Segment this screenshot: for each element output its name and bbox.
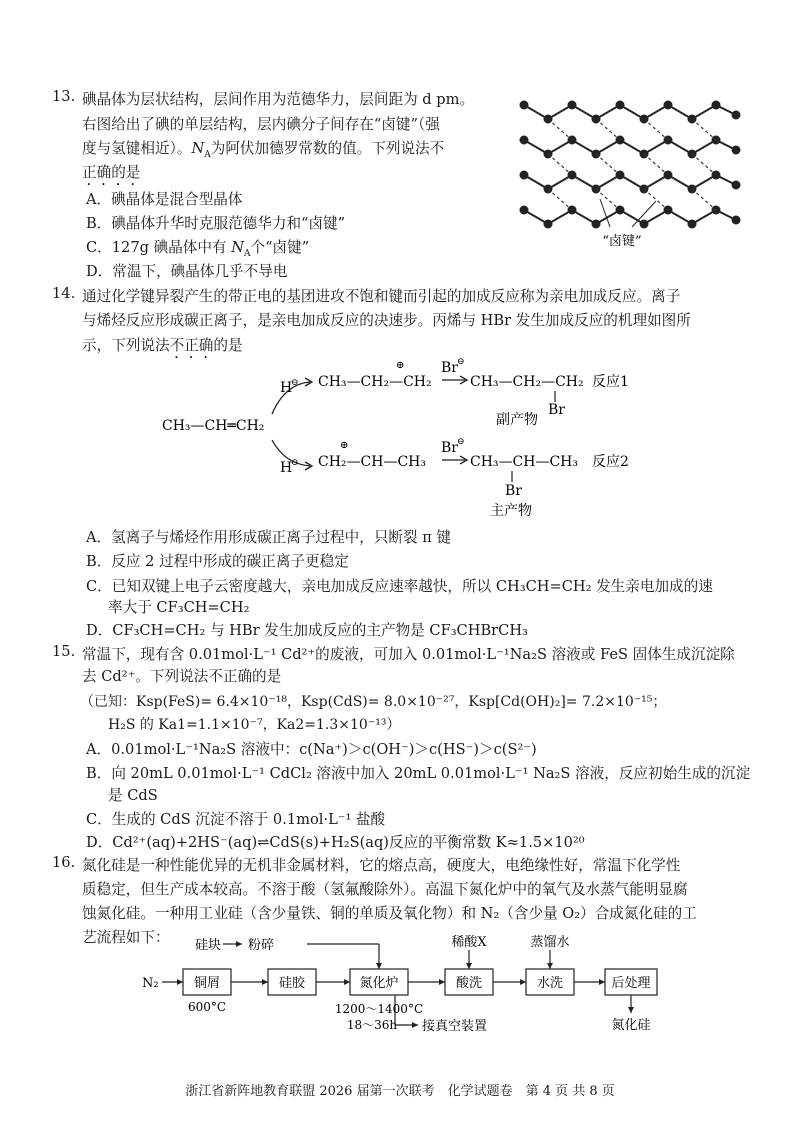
br-reagent-2-charge: ⊖ bbox=[457, 437, 465, 447]
flow-time: 18～36h bbox=[346, 1018, 398, 1032]
q15-known-line2: H₂S 的 Ka1=1.1×10⁻⁷，Ka2=1.3×10⁻¹³） bbox=[108, 717, 401, 733]
br-reagent-1-charge: ⊖ bbox=[457, 357, 465, 367]
br-reagent-1: Br bbox=[441, 360, 458, 376]
reaction-scheme bbox=[160, 352, 720, 522]
q15-option-b-line2: 是 CdS bbox=[108, 787, 158, 804]
reaction-2-label: 反应2 bbox=[592, 454, 629, 470]
q16-stem-line1: 氮化硅是一种性能优异的无机非金属材料，它的熔点高，硬度大，电绝缘性好，常温下化学性 bbox=[82, 857, 681, 874]
flow-dilute-acid: 稀酸X bbox=[451, 935, 487, 950]
flow-silica-gel: 硅胶 bbox=[278, 976, 306, 991]
h-plus-bottom: H bbox=[280, 460, 293, 476]
br-reagent-2: Br bbox=[441, 440, 458, 456]
halogen-bond-label: “卤键” bbox=[602, 234, 642, 249]
flow-acid-wash: 酸洗 bbox=[455, 976, 483, 991]
q14-stem-line3-a: 示，下列说法 bbox=[82, 337, 170, 354]
q15-option-c: C．生成的 CdS 沉淀不溶于 0.1mol·L⁻¹ 盐酸 bbox=[86, 811, 386, 828]
flow-crush: 粉碎 bbox=[248, 938, 275, 953]
q16-number: 16. bbox=[52, 854, 76, 871]
q16-stem-line2: 质稳定，但生产成本较高。不溶于酸（氢氟酸除外）。高温下氮化炉中的氧气及水蒸气能明显腐 bbox=[82, 881, 688, 898]
minor-product-label: 副产物 bbox=[496, 412, 538, 428]
flow-silicon-block: 硅块 bbox=[195, 938, 222, 953]
q13-stem-line3-a: 度与氢键相近）。 bbox=[82, 140, 192, 157]
iodine-row-1 bbox=[521, 102, 740, 123]
q13-option-c-na: N bbox=[231, 239, 244, 256]
iodine-layer-figure bbox=[510, 95, 750, 255]
reactant-propene: CH₃—CH═CH₂ bbox=[162, 418, 265, 434]
q13-stem-line2: 右图给出了碘的单层结构，层内碘分子间存在“卤键”（强 bbox=[82, 116, 440, 133]
q15-option-b-line1: B．向 20mL 0.01mol·L⁻¹ CdCl₂ 溶液中加入 20mL 0.01mol·L⁻¹ Na₂S 溶液，反应初始生成的沉淀 bbox=[86, 765, 751, 782]
process-flowchart bbox=[140, 935, 670, 1047]
q15-known-line1: （已知：Ksp(FeS)= 6.4×10⁻¹⁸，Ksp(CdS)= 8.0×10⁻²⁷，Ksp[Cd(OH)₂]= 7.2×10⁻¹⁵； bbox=[80, 694, 667, 710]
halogen-bond-dashes bbox=[548, 119, 716, 210]
flow-product: 氮化硅 bbox=[611, 1018, 651, 1033]
carbocation-2: CH₂—CH—CH₃ bbox=[318, 454, 426, 470]
product-2: CH₃—CH—CH₃ bbox=[470, 454, 578, 470]
reaction-1-label: 反应1 bbox=[592, 374, 629, 390]
q15-option-d: D．Cd²⁺(aq)+2HS⁻(aq)⇌CdS(s)+H₂S(aq)反应的平衡常数 K≈1.5×10²⁰ bbox=[86, 834, 585, 851]
q14-option-c-line2: 率大于 CF₃CH=CH₂ bbox=[108, 599, 250, 616]
q13-not-correct-emphasis: 正确的是 bbox=[82, 164, 141, 181]
q14-stem-line3-c: 的是 bbox=[213, 337, 243, 354]
q14-number: 14. bbox=[52, 285, 76, 302]
q13-stem-line3-b: 为阿伏加德罗常数的值。下列说法不 bbox=[210, 140, 445, 157]
iodine-row-3 bbox=[521, 172, 740, 193]
q13-stem-line3 bbox=[82, 137, 444, 160]
q16-stem-line4: 艺流程如下： bbox=[82, 929, 170, 946]
page-footer: 浙江省新阵地教育联盟 2026 届第一次联考 化学试题卷 第 4 页 共 8 页 bbox=[185, 1084, 615, 1099]
product-1: CH₃—CH₂—CH₂ bbox=[470, 374, 584, 390]
q13-option-c-a: C．127g 碘晶体中有 bbox=[86, 239, 232, 256]
q13-na-symbol: N bbox=[191, 140, 205, 157]
q15-stem-line2: 去 Cd²⁺。下列说法不正确的是 bbox=[82, 668, 282, 685]
iodine-row-2 bbox=[521, 137, 740, 158]
h-plus-top: H bbox=[280, 380, 293, 396]
q14-stem-line1: 通过化学键异裂产生的带正电的基团进攻不饱和键而引起的加成反应称为亲电加成反应。离子 bbox=[82, 288, 681, 305]
q13-stem-line4 bbox=[82, 161, 140, 189]
carbocation-2-charge: ⊕ bbox=[340, 440, 349, 451]
product-2-br: Br bbox=[505, 483, 522, 499]
iodine-row-4 bbox=[521, 207, 740, 228]
flow-furnace: 氮化炉 bbox=[359, 976, 399, 991]
q14-option-d: D．CF₃CH=CH₂ 与 HBr 发生加成反应的主产物是 CF₃CHBrCH₃ bbox=[86, 622, 528, 639]
q13-na-subscript: A bbox=[204, 149, 211, 160]
flow-water-wash: 水洗 bbox=[536, 976, 564, 991]
carbocation-1-charge: ⊕ bbox=[396, 360, 405, 371]
flow-vacuum: 接真空装置 bbox=[422, 1019, 488, 1034]
h-plus-bottom-charge: ⊖ bbox=[291, 458, 299, 468]
q13-option-c-b: 个“卤键” bbox=[250, 239, 310, 256]
q14-not-correct-emphasis: 不正确 bbox=[169, 337, 214, 354]
q13-option-b: B．碘晶体升华时克服范德华力和“卤键” bbox=[86, 215, 346, 232]
h-plus-top-charge: ⊖ bbox=[291, 378, 299, 388]
q14-option-c-line1: C．已知双键上电子云密度越大，亲电加成反应速率越快，所以 CH₃CH=CH₂ 发生亲电加成的速 bbox=[86, 578, 713, 595]
q15-stem-line1: 常温下，现有含 0.01mol·L⁻¹ Cd²⁺的废液，可加入 0.01mol·L⁻¹Na₂S 溶液或 FeS 固体生成沉淀除 bbox=[82, 646, 735, 663]
q15-option-a: A．0.01mol·L⁻¹Na₂S 溶液中：c(Na⁺)＞c(OH⁻)＞c(HS⁻)＞c(S²⁻) bbox=[86, 741, 537, 758]
q14-stem-line2: 与烯烃反应形成碳正离子，是亲电加成反应的决速步。丙烯与 HBr 发生加成反应的机理如图所 bbox=[82, 312, 691, 329]
q13-option-a: A．碘晶体是混合型晶体 bbox=[86, 191, 243, 208]
carbocation-1: CH₃—CH₂—CH₂ bbox=[318, 374, 432, 390]
q13-stem-line1: 碘晶体为层状结构，层间作用为范德华力，层间距为 d pm。 bbox=[82, 91, 475, 108]
q13-option-c bbox=[86, 236, 309, 259]
q15-number: 15. bbox=[52, 643, 76, 660]
q13-option-c-na-sub: A bbox=[244, 248, 251, 259]
q16-stem-line3: 蚀氮化硅。一种用工业硅（含少量铁、铜的单质及氧化物）和 N₂（含少量 O₂）合成氮化硅的工 bbox=[82, 905, 697, 922]
flow-copper: 铜屑 bbox=[193, 976, 221, 991]
q13-number: 13. bbox=[52, 88, 76, 105]
flow-600c: 600°C bbox=[187, 1000, 227, 1014]
product-1-br: Br bbox=[548, 402, 565, 418]
flow-post-process: 后处理 bbox=[611, 976, 651, 991]
q14-option-a: A．氢离子与烯烃作用形成碳正离子过程中，只断裂 π 键 bbox=[86, 529, 452, 546]
q14-option-b: B．反应 2 过程中形成的碳正离子更稳定 bbox=[86, 553, 349, 570]
flow-n2: N₂ bbox=[142, 976, 159, 991]
major-product-label: 主产物 bbox=[490, 503, 532, 519]
flow-distilled-water: 蒸馏水 bbox=[530, 935, 570, 950]
flow-temperature: 1200～1400°C bbox=[334, 1002, 424, 1016]
q13-option-d: D．常温下，碘晶体几乎不导电 bbox=[86, 263, 288, 280]
